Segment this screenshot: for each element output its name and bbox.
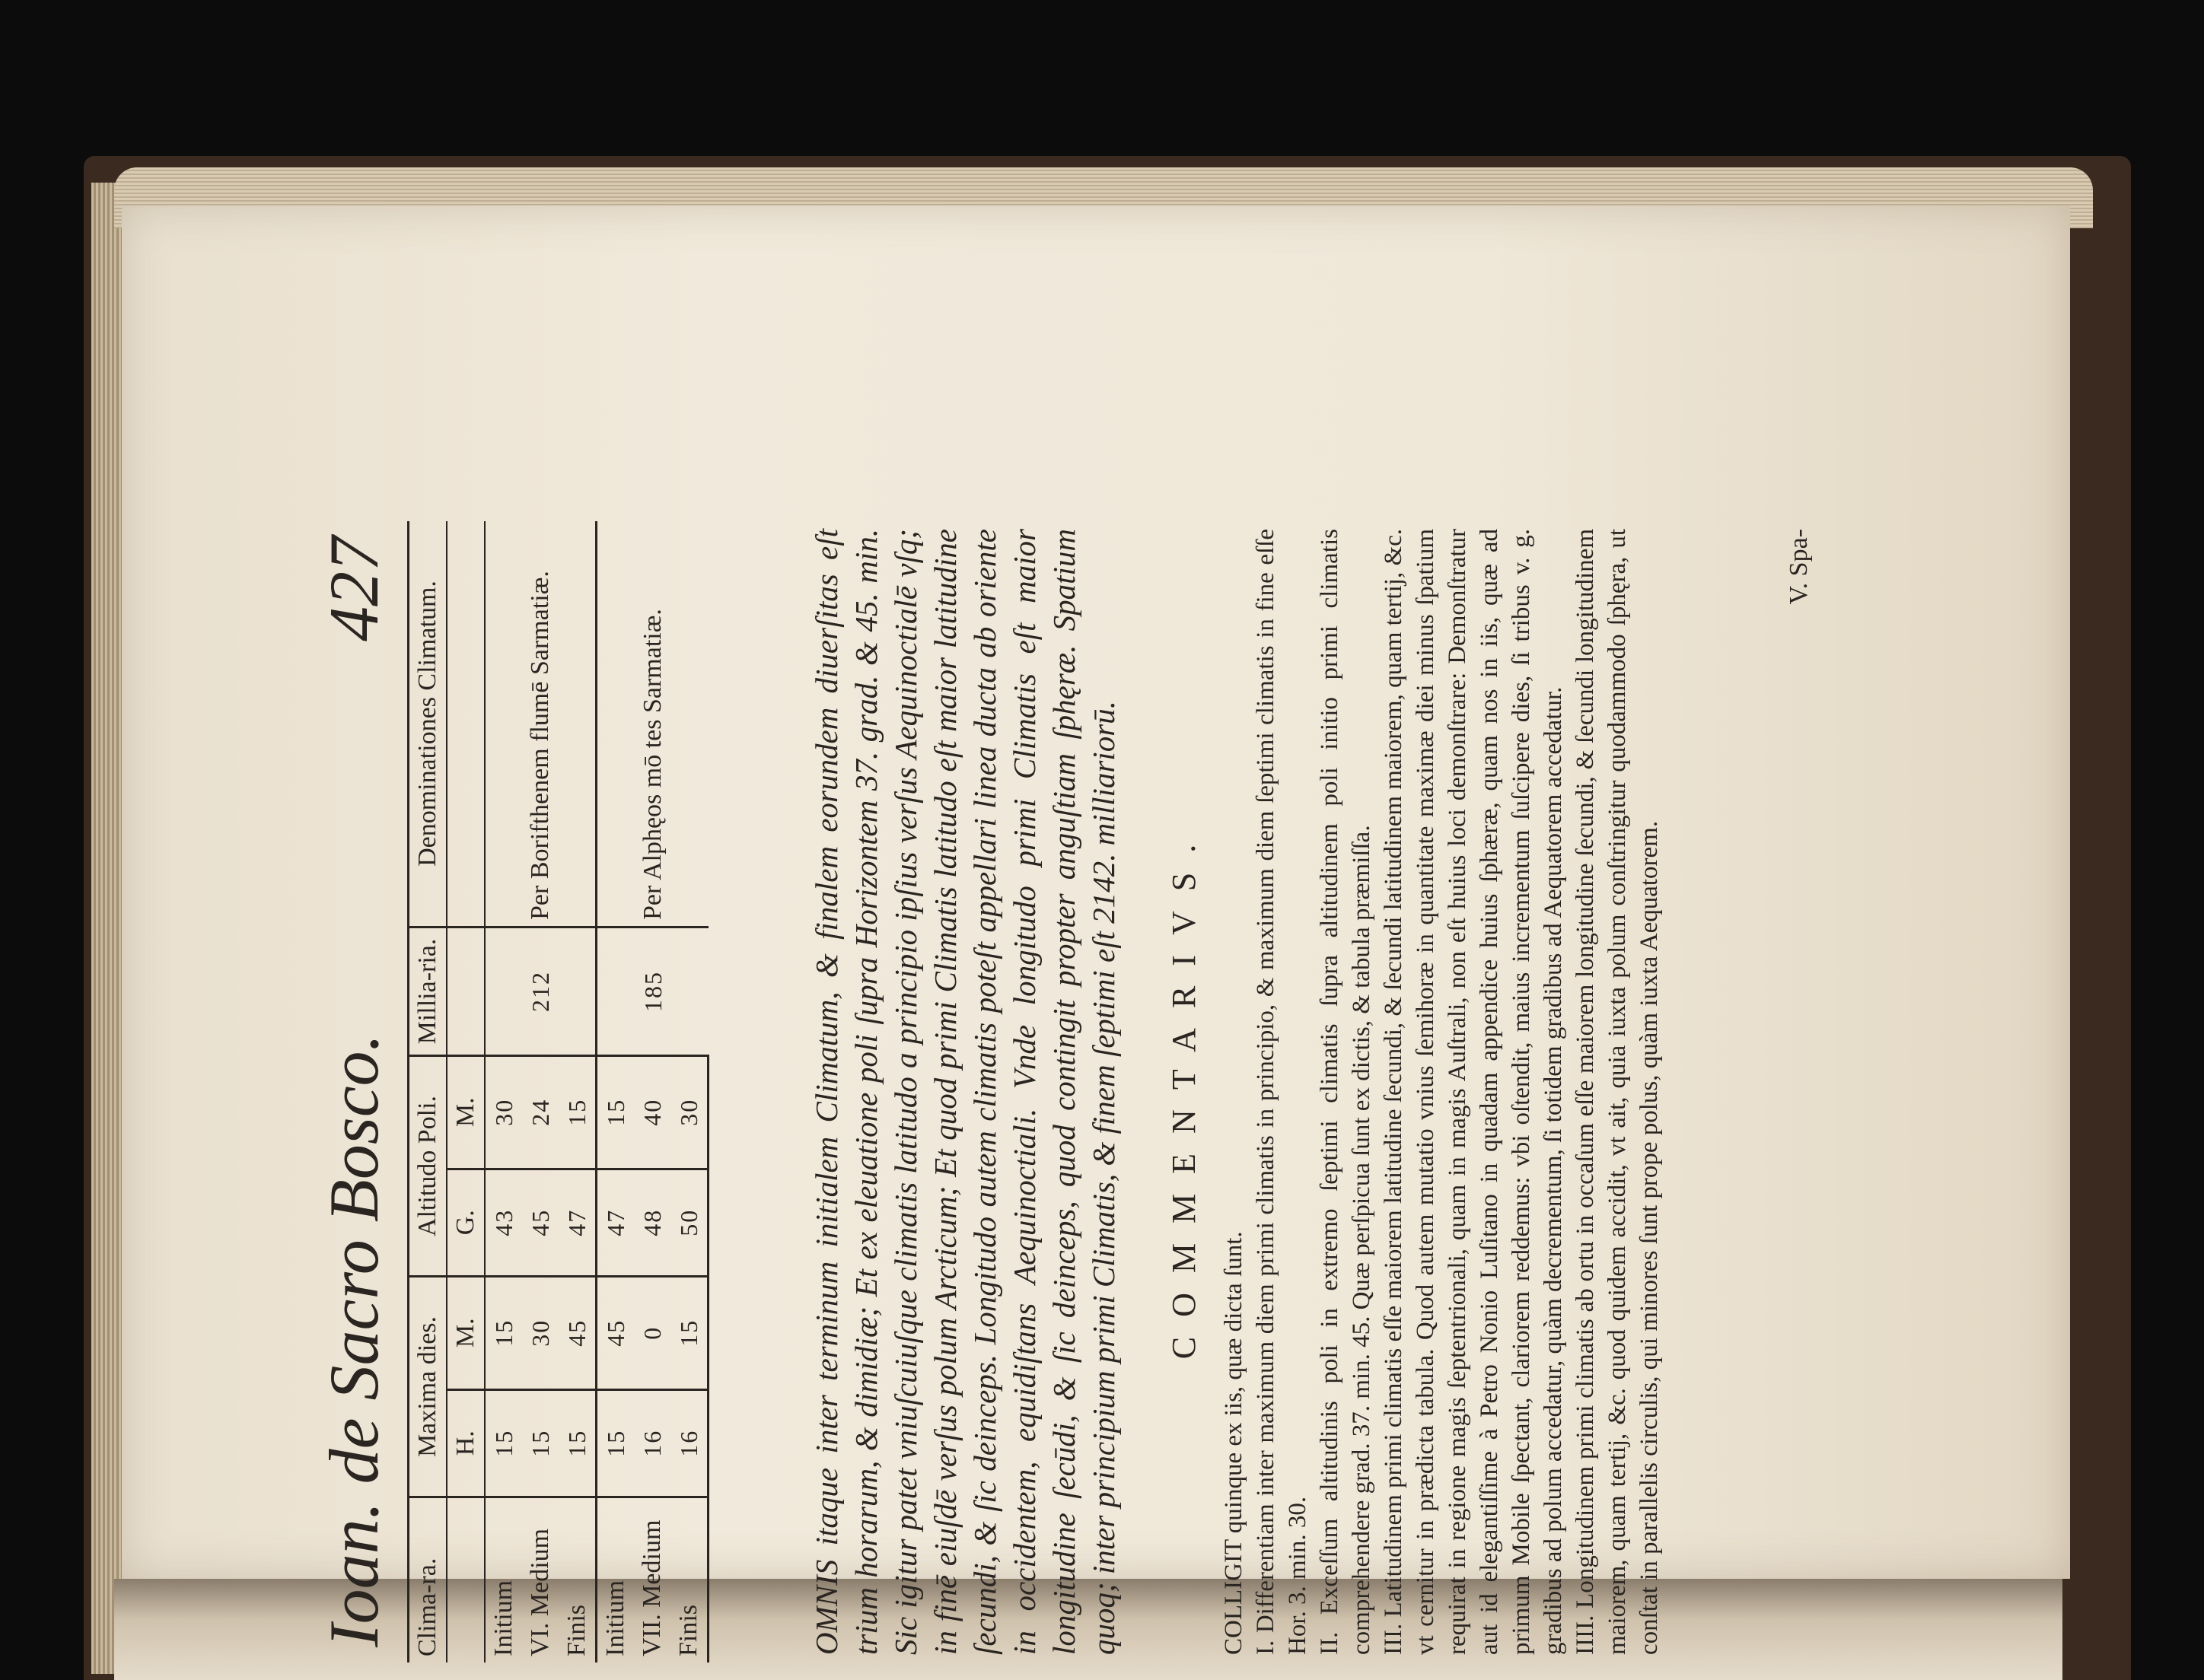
commentary-intro: COLLIGIT quinque ex iis, quæ dicta ſunt. (1220, 1231, 1247, 1655)
cell-minutes: 15 (485, 1277, 522, 1390)
table-header-denom: Denominationes Climatum. (409, 521, 447, 928)
cell-minutes: 15 (670, 1277, 709, 1390)
cell-hours: 16 (634, 1389, 670, 1497)
subheader-hours: H. (447, 1389, 485, 1497)
cell-alt-minutes: 15 (559, 1056, 597, 1169)
cell-hours: 15 (522, 1389, 559, 1497)
cell-minutes: 45 (597, 1277, 635, 1390)
table-row (597, 521, 635, 1662)
cell-degrees: 47 (559, 1169, 597, 1276)
row-label: Initium (597, 1497, 635, 1663)
running-head (312, 536, 396, 1647)
subheader-empty (447, 1497, 485, 1663)
row-label: Finis (670, 1497, 709, 1663)
cell-hours: 15 (597, 1389, 635, 1497)
row-label: VII. Medium (638, 1519, 666, 1656)
commentary-point-3: III. Latitudinem primi climatis eſſe maiorem latitudine ſecundi, & ſecundi latitudinem maiorem, quam tertij, &c. vt cernitur in prædicta tabula. Quod autem mutatio vnius ſemihoræ in quantitate maximæ diei minus ſpatium requirat in regione magis ſeptentrionali, quam in magis Auſtrali, non eſt huius loci demonſtrare: Demonſtratur aut id elegantiſſime à Petro Nonio Luſitano in quadam appendice huius ſphæræ, quam nos in iis, quæ ad primum Mobile ſpectant, clariorem reddemus: vbi oſtendit, maius incrementum ſuſcipere dies, ſi tribus v. g. gradibus ad polum accedatur, quàm decrementum, ſi totidem gradibus ad Aequatorem accedatur. (1380, 528, 1567, 1655)
cell-alt-minutes: 24 (522, 1056, 559, 1169)
table-header-altitudo: Altitudo Poli. (409, 1056, 447, 1277)
cell-alt-minutes: 15 (597, 1056, 635, 1169)
running-head-title: Ioan. de Sacro Bosco. (315, 1033, 393, 1647)
cell-degrees: 48 (634, 1169, 670, 1276)
table-header-maxima: Maxima dies. (409, 1277, 447, 1497)
table-row (485, 521, 522, 1662)
cell-hours: 15 (559, 1389, 597, 1497)
cell-degrees: 47 (597, 1169, 635, 1276)
cell-miles: 185 (597, 928, 709, 1056)
subheader-minutes: M. (447, 1277, 485, 1390)
cell-denomination: Per Alphęos mō tes Sarmatiæ. (597, 521, 709, 928)
main-paragraph: OMNIS itaque inter terminum initialem Climatum, & finalem eorundem diuerſitas eſt trium horarum, & dimidiæ; Et ex eleuatione poli ſupra Horizontem 37. grad. & 45. min. Sic igitur patet vniuſcuiuſque climatis latitudo a principio ipſius verſus Aequinoctialē vſq; in finē eiuſdē verſus polum Arcticum; Et quod primi Climatis latitudo eſt maior latitudine ſecundi, & ſic deinceps. Longitudo autem climatis poteſt appellari linea ducta ab oriente in occidentem, equidiſtans Aequinoctiali. Vnde longitudo primi Climatis eſt maior longitudine ſecūdi, & ſic deinceps, quod contingit propter anguſtiam ſphęræ. Spatium quoq; inter principium primi Climatis, & finem ſeptimi eſt 2142. milliariorū. (809, 529, 1121, 1655)
subheader-degrees: G. (447, 1169, 485, 1276)
commentary-point-4: IIII. Longitudinem primi climatis ab ortu in occaſum eſſe maiorem longitudine ſecundi, & ſecundi longitudinem maiorem, quam tertij, &c. quod quidem accidit, vt ait, quia iuxta polum conſtringitur quodammodo ſphęra, ut conſtat in parallelis circulis, qui minores ſunt prope polus, quàm iuxta Aequatorem. (1572, 529, 1663, 1655)
cell-alt-minutes: 40 (634, 1056, 670, 1169)
commentary-body (1218, 529, 1665, 1655)
row-label: Finis (562, 1604, 591, 1656)
cell-alt-minutes: 30 (670, 1056, 709, 1169)
cell-alt-minutes: 30 (485, 1056, 522, 1169)
row-label: VI. Medium (526, 1528, 554, 1656)
catchword: V. Spa- (1785, 529, 1813, 605)
cell-miles: 212 (485, 928, 597, 1056)
commentary-point-2: II. Exceſſum altitudinis poli in extremo ſeptimi climatis ſupra altitudinem poli initio primi climatis comprehendere grad. 37. min. 45. Quæ perſpicua ſunt ex dictis, & tabula præmiſſa. (1316, 529, 1375, 1655)
cell-denomination: Per Borifthenem flumē Sarmatiæ. (485, 521, 597, 928)
cell-hours: 16 (670, 1389, 709, 1497)
cell-degrees: 43 (485, 1169, 522, 1276)
cell-hours: 15 (485, 1389, 522, 1497)
commentary-heading: COMMENTARIVS. (1165, 824, 1202, 1360)
table-header-clima: Clima-ra. (409, 1497, 447, 1663)
climate-table (407, 521, 709, 1662)
row-label: Initium (489, 1580, 518, 1656)
cell-minutes: 0 (634, 1277, 670, 1390)
cell-minutes: 45 (559, 1277, 597, 1390)
subheader-alt-minutes: M. (447, 1056, 485, 1169)
cell-degrees: 50 (670, 1169, 709, 1276)
subheader-empty (447, 521, 485, 928)
subheader-empty (447, 928, 485, 1056)
table-header-millia: Millia-ria. (409, 928, 447, 1056)
commentary-point-1: I. Differentiam inter maximum diem primi climatis in principio, & maximum diem ſeptimi climatis in fine eſſe Hor. 3. min. 30. (1252, 529, 1311, 1655)
page-number: 427 (315, 536, 393, 641)
cell-degrees: 45 (522, 1169, 559, 1276)
cell-minutes: 30 (522, 1277, 559, 1390)
page-text (312, 521, 1910, 1662)
